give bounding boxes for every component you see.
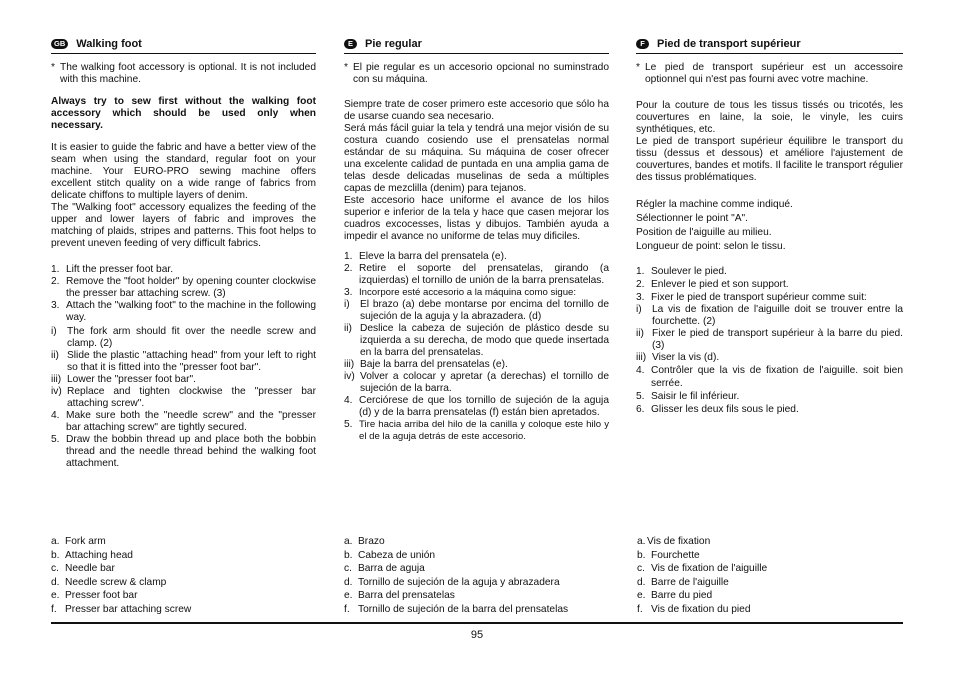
steps-list-continued xyxy=(51,410,316,470)
substep-item: i) The fork arm should fit over the needle screw and clamp. (2) xyxy=(51,326,316,349)
setup-item: Régler la machine comme indiqué. xyxy=(636,199,793,210)
page-number: 95 xyxy=(470,629,484,641)
intro-paragraph-2: Será más fácil guiar la tela y tendrá una mejor visión de su costura cuando cosiendo use el prensatelas normal estándar de su máquina. Su máquina de coser ofrecer una excelente calidad de puntada en una amplia gama de telas desde delicadas muselinas de seda a múltiples capas de mezclilla (denim) para tejanos. xyxy=(344,123,609,194)
section-header xyxy=(51,34,316,54)
warning-text: Always try to sew first without the walking foot accessory which should be used only when necessary. xyxy=(51,96,316,131)
intro-paragraph-3: Este accesorio hace uniforme el avance de los hilos superior e inferior de la tela y hace que casen mejorar los cuadros excocesses, listas y dibujos. También ayuda a impedir el avance no uniforme de telas muy dificiles. xyxy=(344,195,609,242)
column-english xyxy=(51,34,316,470)
setup-item: Position de l'aiguille au milieu. xyxy=(636,227,772,238)
step-item: 3. Incorpore esté accesorio a la máquina como sigue: xyxy=(344,287,577,298)
optional-note: * El pie regular es un accesorio opcional no suminstrado con su máquina. xyxy=(344,62,609,85)
legend-item: b. Cabeza de unión xyxy=(344,549,436,561)
intro-paragraph: Siempre trate de coser primero este accesorio que sólo ha de usarse cuando sea necesario. xyxy=(344,99,609,122)
intro-paragraph: Pour la couture de tous les tissus tissés ou tricotés, les couvertures en laine, la soie, le vinyle, les cuirs synthétiques, etc. xyxy=(636,100,903,135)
legend-item: d. Needle screw & clamp xyxy=(51,576,167,588)
legend-item: d. Tornillo de sujeción de la aguja y abrazadera xyxy=(344,576,560,588)
legend-item: a. Vis de fixation xyxy=(637,536,711,547)
steps-list-continued xyxy=(636,364,903,416)
step-item: 5. Tire hacia arriba del hilo de la canilla y coloque este hilo y el de la aguja detrás de este accesorio. xyxy=(344,419,609,442)
legend-item: e. Barra del prensatelas xyxy=(344,590,455,601)
intro-paragraph-2: Le pied de transport supérieur équilibre le transport du tissu (dessus et dessous) et améliore l'ajustement de couvertures, bandes et motifs. Il facilite le transport régulier des tissus problématiques. xyxy=(636,136,903,183)
substep-item: iv) Replace and tighten clockwise the "presser bar attaching screw". xyxy=(51,386,316,409)
legend-item: e. Presser foot bar xyxy=(51,590,138,601)
substep-item: iii) Baje la barra del prensatelas (e). xyxy=(344,359,508,370)
optional-note: * The walking foot accessory is optional. It is not included with this machine. xyxy=(51,62,316,85)
substeps-list xyxy=(51,326,316,410)
legend-item: f. Vis de fixation du pied xyxy=(637,603,751,615)
column-french xyxy=(636,34,903,416)
language-badge: E xyxy=(344,39,357,49)
substep-item: iii) Lower the "presser foot bar". xyxy=(51,374,196,385)
section-title: Pied de transport supérieur xyxy=(657,37,801,50)
setup-item: Longueur de point: selon le tissu. xyxy=(636,241,786,252)
step-item: 1. Lift the presser foot bar. xyxy=(51,264,174,275)
legend-spanish xyxy=(344,535,568,616)
language-badge: GB xyxy=(51,39,68,49)
legend-item: c. Needle bar xyxy=(51,563,115,574)
intro-paragraph-2: The "Walking foot" accessory equalizes the feeding of the upper and lower layers of fabric and improves the matching of plaids, stripes and patterns. This foot helps to prevent uneven feeding of very difficult fabrics. xyxy=(51,202,316,249)
substeps-list xyxy=(636,304,903,364)
substep-item: i) La vis de fixation de l'aiguille doit se trouver entre la fourchette. (2) xyxy=(636,304,903,327)
legend-english xyxy=(51,535,191,616)
step-item: 6. Glisser les deux fils sous le pied. xyxy=(636,404,799,415)
step-item: 2. Enlever le pied et son support. xyxy=(636,279,789,290)
step-item: 5. Draw the bobbin thread up and place both the bobbin thread and the needle thread behind the walking foot attachment. xyxy=(51,434,316,469)
step-item: 1. Soulever le pied. xyxy=(636,266,727,277)
substep-item: i) El brazo (a) debe montarse por encima del tornillo de sujeción de la aguja y la abrazadera. (d) xyxy=(344,299,609,322)
setup-item: Sélectionner le point "A". xyxy=(636,213,749,224)
footer-divider xyxy=(51,622,903,624)
step-item: 3. Fixer le pied de transport supérieur comme suit: xyxy=(636,292,867,303)
steps-list xyxy=(636,265,903,304)
substep-item: ii) Deslice la cabeza de sujeción de plástico desde su izquierda a su derecha, de modo que quede insertada en la barra del prensatelas. xyxy=(344,323,609,358)
legend-item: a. Fork arm xyxy=(51,536,106,547)
step-item: 2. Retire el soporte del prensatelas, girando (a izquierdas) el tornillo de unión de la barra prensatelas. xyxy=(344,263,609,286)
setup-list xyxy=(636,198,903,254)
legend-item: b. Attaching head xyxy=(51,549,133,561)
section-header xyxy=(636,34,903,54)
step-item: 4. Contrôler que la vis de fixation de l'aiguille. soit bien serrée. xyxy=(636,365,903,389)
legend-item: b. Fourchette xyxy=(637,549,700,561)
section-title: Walking foot xyxy=(76,37,142,50)
column-spanish xyxy=(344,34,609,443)
legend-item: d. Barre de l'aiguille xyxy=(637,576,729,588)
steps-list xyxy=(51,264,316,324)
legend-item: f. Presser bar attaching screw xyxy=(51,603,192,615)
legend-item: c. Barra de aguja xyxy=(344,563,425,574)
legend-french xyxy=(637,535,767,616)
intro-paragraph: It is easier to guide the fabric and have a better view of the seam when using the standard, regular foot on your machine. Your EURO-PRO sewing machine offers excellent stitch quality on a wide range of fabrics from delicate chiffons to multiple layers of denim. xyxy=(51,142,316,201)
legend-item: a. Brazo xyxy=(344,536,385,547)
step-item: 3. Attach the "walking foot" to the machine in the following way. xyxy=(51,300,316,323)
substep-item: iv) Volver a colocar y apretar (a derechas) el tornillo de sujeción de la barra. xyxy=(344,371,609,394)
steps-list-continued xyxy=(344,395,609,443)
optional-note: * Le pied de transport supérieur est un accessoire optionnel qui n'est pas fourni avec votre machine. xyxy=(636,62,903,85)
step-item: 5. Saisir le fil inférieur. xyxy=(636,391,740,402)
steps-list xyxy=(344,251,609,299)
substep-item: ii) Fixer le pied de transport supérieur à la barre du pied. (3) xyxy=(636,328,903,351)
step-item: 2. Remove the "foot holder" by opening counter clockwise the presser bar attaching screw. (3) xyxy=(51,276,316,299)
section-title: Pie regular xyxy=(365,37,422,50)
substep-item: iii) Viser la vis (d). xyxy=(636,352,720,363)
language-badge: F xyxy=(636,39,649,49)
step-item: 4. Make sure both the "needle screw" and the "presser bar attaching screw" are tightly secured. xyxy=(51,410,316,433)
substeps-list xyxy=(344,299,609,395)
legend-item: c. Vis de fixation de l'aiguille xyxy=(637,563,768,574)
section-header xyxy=(344,34,609,54)
substep-item: ii) Slide the plastic "attaching head" from your left to right so that it is fitted into the "presser foot bar". xyxy=(51,350,316,373)
step-item: 1. Eleve la barra del prensatela (e). xyxy=(344,251,507,262)
step-item: 4. Cerciórese de que los tornillo de sujeción de la aguja (d) y de la barra prensatelas (f) están bien apretados. xyxy=(344,395,609,418)
legend-item: e. Barre du pied xyxy=(637,590,713,601)
legend-item: f. Tornillo de sujeción de la barra del prensatelas xyxy=(344,603,569,615)
